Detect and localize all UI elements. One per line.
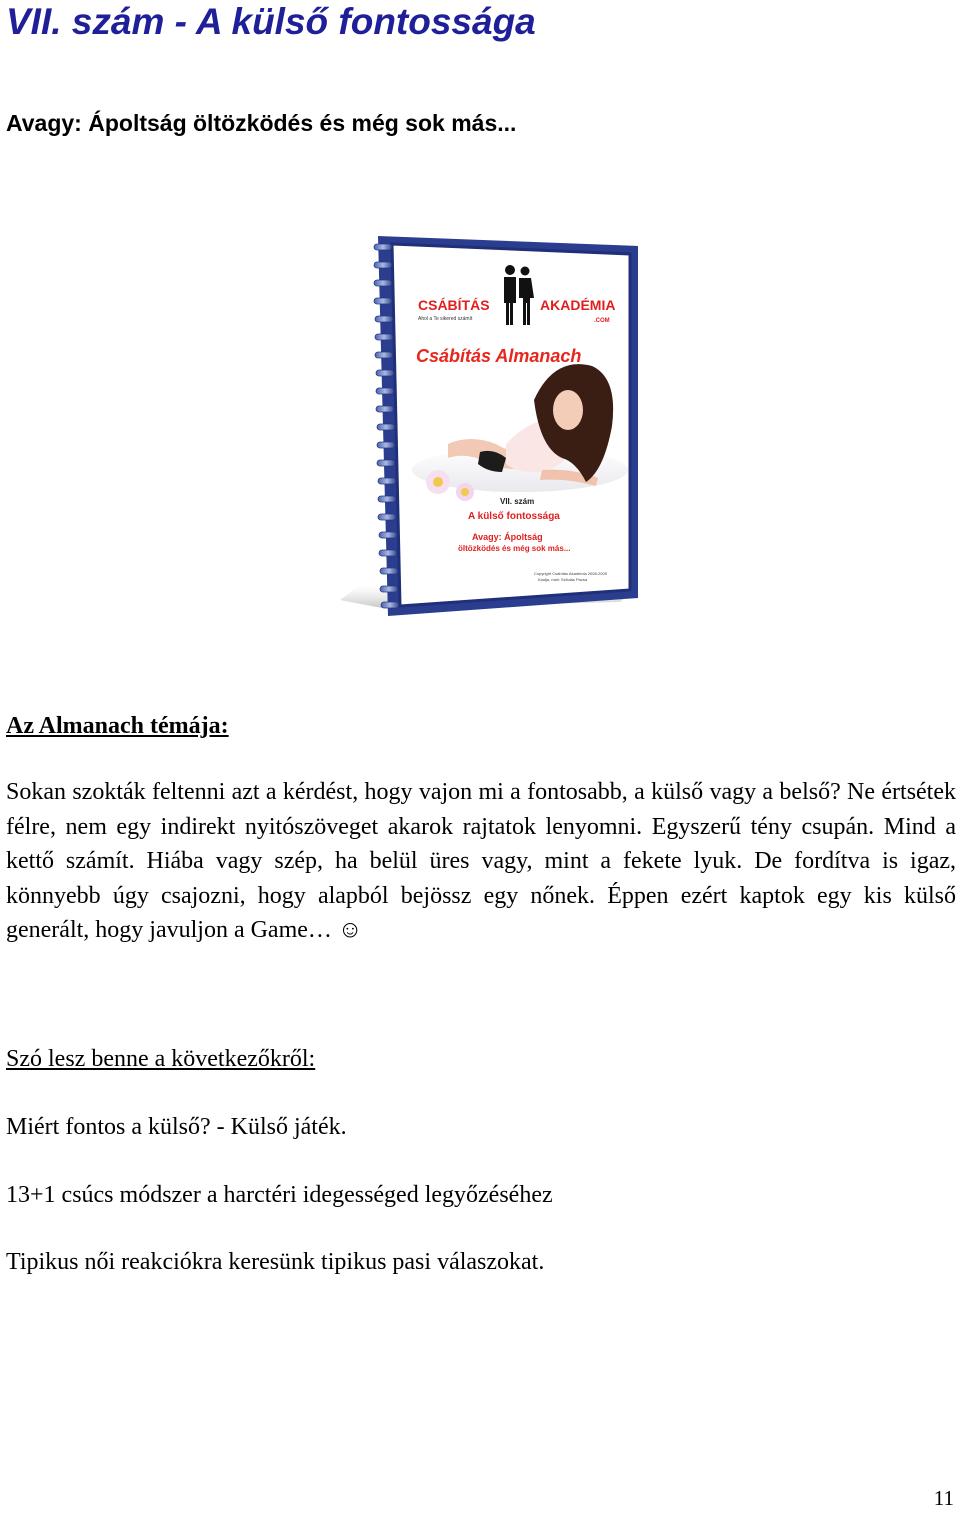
topic-paragraph: Sokan szokták feltenni azt a kérdést, hogy vajon mi a fontosabb, a külső vagy a belső? Ne értsétek félre, nem egy indirekt nyitószöveget akarok rajtatok lenyomni. Egyszerű tény csupán. Mind a kettő számít. Hiába vagy szép, ha belül üres vagy, mint a fekete lyuk. De fordítva is igaz, könnyebb úgy csajozni, hogy alapból bejössz egy nőnek. Éppen ezért kaptok egy kis külső generált, hogy javuljon a Game… ☺ bbox=[6, 779, 956, 944]
page-number: 11 bbox=[933, 1486, 954, 1510]
cover-issue: VII. szám bbox=[500, 497, 535, 506]
contents-item: Tipikus női reakciókra keresünk tipikus pasi válaszokat. bbox=[6, 1249, 545, 1275]
cover-brand-suffix: .COM bbox=[594, 318, 610, 324]
cover-brand-tagline: Ahol a Te sikered számít bbox=[418, 316, 473, 322]
page-subtitle: Avagy: Ápoltság öltözködés és még sok más... bbox=[6, 110, 517, 136]
almanach-cover-image bbox=[320, 230, 650, 625]
cover-issue-sub1: Avagy: Ápoltság bbox=[472, 532, 543, 542]
cover-issue-title: A külső fontossága bbox=[468, 511, 560, 522]
cover-issue-sub2: öltözködés és még sok más... bbox=[458, 544, 571, 553]
cover-copyright-2: Kiadja, mail: Szitulás Pacsa bbox=[538, 577, 588, 582]
cover-brand-right: AKADÉMIA bbox=[540, 297, 616, 313]
contents-heading: Szó lesz benne a következőkről: bbox=[6, 1046, 316, 1072]
topic-heading: Az Almanach témája: bbox=[6, 713, 229, 739]
cover-almanach-title: Csábítás Almanach bbox=[416, 346, 582, 366]
contents-item: 13+1 csúcs módszer a harctéri idegességed legyőzéséhez bbox=[6, 1182, 553, 1208]
contents-item: Miért fontos a külső? - Külső játék. bbox=[6, 1114, 347, 1140]
cover-brand-left: CSÁBÍTÁS bbox=[418, 297, 490, 313]
page-title: VII. szám - A külső fontossága bbox=[6, 1, 536, 42]
cover-copyright-1: Copyright Csábítás Akadémia 2008-2009 bbox=[534, 571, 607, 576]
